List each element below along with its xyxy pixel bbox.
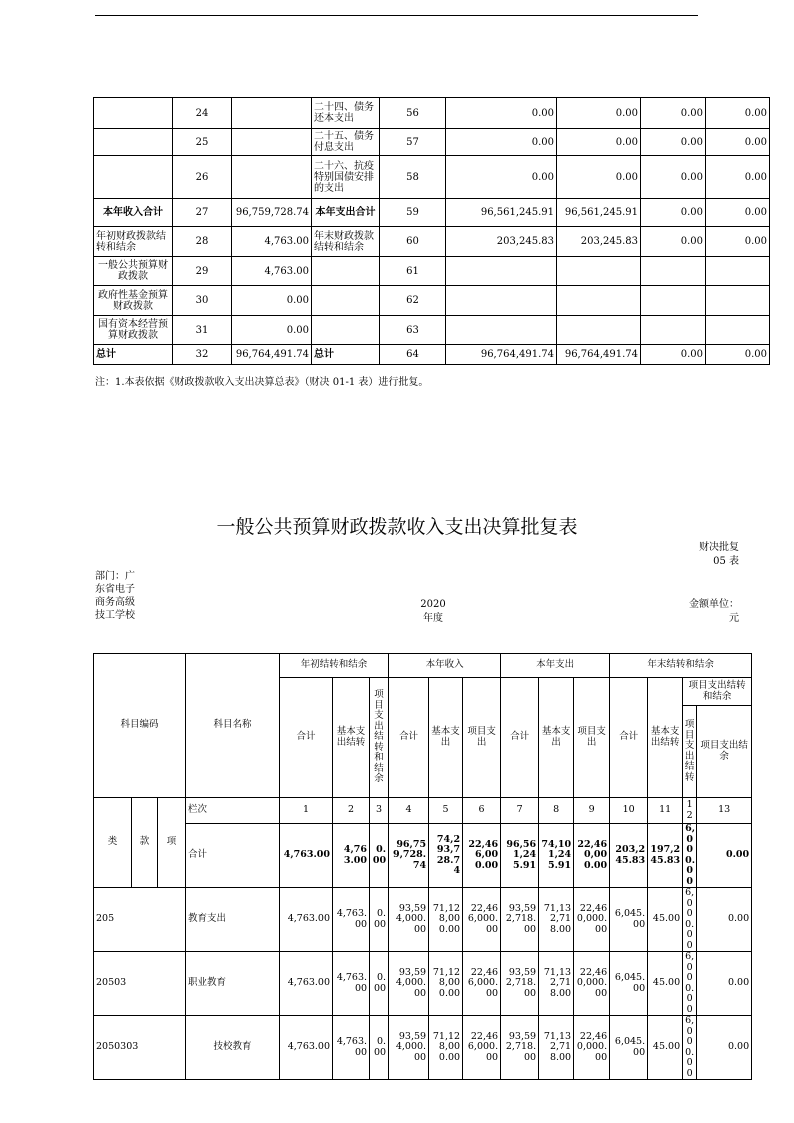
row-value: 71,132,718.00 — [539, 952, 574, 1016]
row-total — [446, 286, 557, 316]
subject-code-header: 科目编码 — [94, 654, 186, 798]
row-left-no: 32 — [173, 345, 232, 365]
row-value: 45.00 — [648, 888, 683, 952]
table-row — [94, 156, 770, 199]
form-code-line2: 05 表 — [713, 556, 739, 567]
row-right-label: 年末财政拨款结转和结余 — [312, 227, 380, 257]
total-value: 22,466,000.00 — [463, 824, 501, 888]
column-no: 8 — [539, 798, 574, 824]
row-other: 0.00 — [706, 156, 770, 199]
subject-name: 教育支出 — [186, 888, 280, 952]
column-no: 11 — [648, 798, 683, 824]
row-left-amount — [232, 129, 312, 156]
year-value: 2020 — [420, 599, 446, 610]
row-basic: 203,245.83 — [557, 227, 641, 257]
column-no: 4 — [389, 798, 429, 824]
row-total: 0.00 — [446, 129, 557, 156]
row-value: 71,128,000.00 — [429, 888, 463, 952]
row-left-label: 一般公共预算财政拨款 — [94, 257, 173, 286]
row-basic: 0.00 — [557, 156, 641, 199]
total-value: 96,561,245.91 — [501, 824, 539, 888]
budget-table — [93, 653, 752, 1080]
end-project-balance-header: 项目支出结余 — [697, 706, 752, 798]
total-value: 0.00 — [697, 824, 752, 888]
income-total-header: 合计 — [389, 678, 429, 798]
row-left-amount: 96,759,728.74 — [232, 199, 312, 227]
lei-header: 类 — [94, 798, 132, 888]
total-value: 197,245.83 — [648, 824, 683, 888]
row-project — [641, 257, 706, 286]
row-value: 4,763.00 — [333, 888, 370, 952]
row-total: 203,245.83 — [446, 227, 557, 257]
table-row — [94, 199, 770, 227]
row-right-no: 63 — [380, 316, 446, 345]
row-left-amount: 4,763.00 — [232, 227, 312, 257]
row-left-label — [94, 156, 173, 199]
table-row — [94, 888, 752, 952]
row-left-no: 28 — [173, 227, 232, 257]
row-right-label — [312, 316, 380, 345]
row-value: 93,592,718.00 — [501, 888, 539, 952]
row-value: 0.00 — [697, 1016, 752, 1080]
row-value: 6,045.00 — [610, 1016, 648, 1080]
row-left-no: 29 — [173, 257, 232, 286]
total-value: 96,759,728.74 — [389, 824, 429, 888]
column-no: 7 — [501, 798, 539, 824]
table-note: 注：1.本表依据《财政拨款收入支出决算总表》（财决 01-1 表）进行批复。 — [95, 377, 429, 388]
row-left-no: 31 — [173, 316, 232, 345]
row-value: 93,592,718.00 — [501, 1016, 539, 1080]
income-basic-header: 基本支出 — [429, 678, 463, 798]
table-row — [94, 98, 770, 129]
column-no: 1 — [280, 798, 333, 824]
row-project — [641, 286, 706, 316]
end-total-header: 合计 — [610, 678, 648, 798]
expense-header: 本年支出 — [501, 654, 610, 678]
row-value: 93,594,000.00 — [389, 1016, 429, 1080]
row-value: 22,466,000.00 — [463, 952, 501, 1016]
row-other: 0.00 — [706, 199, 770, 227]
row-value: 71,128,000.00 — [429, 1016, 463, 1080]
form-code-line1: 财决批复 — [699, 542, 739, 553]
row-value: 93,594,000.00 — [389, 888, 429, 952]
total-value: 4,763.00 — [280, 824, 333, 888]
expense-project-header: 项目支出 — [574, 678, 610, 798]
row-value: 4,763.00 — [280, 888, 333, 952]
kuan-header: 款 — [132, 798, 158, 888]
row-basic — [557, 257, 641, 286]
row-total: 96,561,245.91 — [446, 199, 557, 227]
year-label: 年度 — [423, 613, 443, 624]
row-right-label — [312, 286, 380, 316]
total-value: 203,245.83 — [610, 824, 648, 888]
row-total: 0.00 — [446, 156, 557, 199]
row-other: 0.00 — [706, 129, 770, 156]
table-row — [94, 257, 770, 286]
row-project: 0.00 — [641, 227, 706, 257]
department: 部门：广东省电子商务高级技工学校 — [95, 571, 135, 621]
report-title: 一般公共预算财政拨款收入支出决算批复表 — [216, 516, 578, 538]
subject-name: 职业教育 — [186, 952, 280, 1016]
header-rule — [95, 15, 698, 16]
row-value: 6,045.00 — [610, 888, 648, 952]
row-project: 0.00 — [641, 129, 706, 156]
row-value: 71,132,718.00 — [539, 1016, 574, 1080]
column-no: 9 — [574, 798, 610, 824]
column-no: 6 — [463, 798, 501, 824]
row-other — [706, 286, 770, 316]
total-value: 74,293,728.74 — [429, 824, 463, 888]
row-project: 0.00 — [641, 199, 706, 227]
row-left-amount: 96,764,491.74 — [232, 345, 312, 365]
row-right-no: 61 — [380, 257, 446, 286]
row-basic: 96,561,245.91 — [557, 199, 641, 227]
end-project-carry-header: 项目支出结转 — [683, 706, 697, 798]
xiang-header: 项 — [158, 798, 186, 888]
total-value: 22,460,000.00 — [574, 824, 610, 888]
row-value: 22,466,000.00 — [463, 1016, 501, 1080]
total-row-label: 合计 — [186, 824, 280, 888]
row-left-label: 国有资本经营预算财政拨款 — [94, 316, 173, 345]
unit-label: 金额单位： — [689, 599, 739, 610]
row-basic — [557, 316, 641, 345]
row-right-label: 二十五、债务付息支出 — [312, 129, 380, 156]
table-row — [94, 345, 770, 365]
row-right-no: 59 — [380, 199, 446, 227]
row-value: 0.00 — [370, 888, 389, 952]
row-value: 4,763.00 — [333, 952, 370, 1016]
row-right-label: 二十四、债务还本支出 — [312, 98, 380, 129]
row-value: 4,763.00 — [280, 1016, 333, 1080]
row-value: 0.00 — [370, 952, 389, 1016]
begin-project-header: 项目支出结转和结余 — [370, 678, 389, 798]
table-row — [94, 286, 770, 316]
row-right-no: 58 — [380, 156, 446, 199]
row-value: 45.00 — [648, 952, 683, 1016]
row-project — [641, 316, 706, 345]
row-project: 0.00 — [641, 156, 706, 199]
row-left-no: 27 — [173, 199, 232, 227]
unit-value: 元 — [729, 613, 739, 624]
row-basic: 0.00 — [557, 98, 641, 129]
row-project: 0.00 — [641, 98, 706, 129]
column-no: 5 — [429, 798, 463, 824]
row-value: 93,592,718.00 — [501, 952, 539, 1016]
row-left-no: 24 — [173, 98, 232, 129]
row-other — [706, 257, 770, 286]
total-value: 6,000.00 — [683, 824, 697, 888]
row-basic: 0.00 — [557, 129, 641, 156]
row-value: 6,000.00 — [683, 1016, 697, 1080]
row-left-amount: 0.00 — [232, 286, 312, 316]
row-other — [706, 316, 770, 345]
subject-name-header: 科目名称 — [186, 654, 280, 798]
row-right-label: 二十六、抗疫特别国债安排的支出 — [312, 156, 380, 199]
begin-basic-header: 基本支出结转 — [333, 678, 370, 798]
row-left-label: 本年收入合计 — [94, 199, 173, 227]
table-row — [94, 1016, 752, 1080]
expense-basic-header: 基本支出 — [539, 678, 574, 798]
row-left-label: 总计 — [94, 345, 173, 365]
row-value: 0.00 — [697, 952, 752, 1016]
row-value: 0.00 — [697, 888, 752, 952]
column-no: 12 — [683, 798, 697, 824]
row-basic: 96,764,491.74 — [557, 345, 641, 365]
row-left-amount — [232, 156, 312, 199]
begin-total-header: 合计 — [280, 678, 333, 798]
row-left-label — [94, 129, 173, 156]
row-value: 22,460,000.00 — [574, 1016, 610, 1080]
column-no: 13 — [697, 798, 752, 824]
column-no: 3 — [370, 798, 389, 824]
row-project: 0.00 — [641, 345, 706, 365]
row-right-no: 57 — [380, 129, 446, 156]
row-value: 4,763.00 — [280, 952, 333, 1016]
row-right-no: 60 — [380, 227, 446, 257]
row-left-label — [94, 98, 173, 129]
subject-code: 20503 — [94, 952, 186, 1016]
subject-name: 技校教育 — [186, 1016, 280, 1080]
column-no: 10 — [610, 798, 648, 824]
subject-code: 2050303 — [94, 1016, 186, 1080]
row-right-no: 62 — [380, 286, 446, 316]
row-value: 4,763.00 — [333, 1016, 370, 1080]
row-left-amount: 0.00 — [232, 316, 312, 345]
row-left-no: 30 — [173, 286, 232, 316]
row-total — [446, 257, 557, 286]
end-project-header: 项目支出结转和结余 — [683, 678, 752, 706]
row-right-no: 64 — [380, 345, 446, 365]
form-code — [699, 541, 739, 569]
table-row — [94, 227, 770, 257]
row-value: 93,594,000.00 — [389, 952, 429, 1016]
total-value: 4,763.00 — [333, 824, 370, 888]
row-right-label: 总计 — [312, 345, 380, 365]
table-row — [94, 952, 752, 1016]
amount-unit — [689, 598, 739, 626]
row-value: 71,128,000.00 — [429, 952, 463, 1016]
row-value: 45.00 — [648, 1016, 683, 1080]
table-row — [94, 129, 770, 156]
fiscal-year — [416, 598, 450, 626]
row-other: 0.00 — [706, 345, 770, 365]
row-right-label — [312, 257, 380, 286]
column-no: 2 — [333, 798, 370, 824]
row-left-amount — [232, 98, 312, 129]
row-left-no: 25 — [173, 129, 232, 156]
column-no-label: 栏次 — [186, 798, 280, 824]
row-value: 0.00 — [370, 1016, 389, 1080]
begin-balance-header: 年初结转和结余 — [280, 654, 389, 678]
row-other: 0.00 — [706, 98, 770, 129]
row-left-no: 26 — [173, 156, 232, 199]
total-value: 0.00 — [370, 824, 389, 888]
end-balance-header: 年末结转和结余 — [610, 654, 752, 678]
row-left-label: 年初财政拨款结转和结余 — [94, 227, 173, 257]
table-row — [94, 316, 770, 345]
row-value: 71,132,718.00 — [539, 888, 574, 952]
end-basic-header: 基本支出结转 — [648, 678, 683, 798]
row-left-amount: 4,763.00 — [232, 257, 312, 286]
total-value: 74,101,245.91 — [539, 824, 574, 888]
row-value: 6,045.00 — [610, 952, 648, 1016]
row-right-no: 56 — [380, 98, 446, 129]
expense-total-header: 合计 — [501, 678, 539, 798]
row-other: 0.00 — [706, 227, 770, 257]
row-value: 22,460,000.00 — [574, 952, 610, 1016]
row-value: 22,466,000.00 — [463, 888, 501, 952]
row-total: 96,764,491.74 — [446, 345, 557, 365]
row-value: 6,000.00 — [683, 888, 697, 952]
row-value: 22,460,000.00 — [574, 888, 610, 952]
row-right-label: 本年支出合计 — [312, 199, 380, 227]
row-total — [446, 316, 557, 345]
row-left-label: 政府性基金预算财政拨款 — [94, 286, 173, 316]
income-project-header: 项目支出 — [463, 678, 501, 798]
income-header: 本年收入 — [389, 654, 501, 678]
row-total: 0.00 — [446, 98, 557, 129]
row-value: 6,000.00 — [683, 952, 697, 1016]
subject-code: 205 — [94, 888, 186, 952]
row-basic — [557, 286, 641, 316]
summary-table — [93, 97, 770, 365]
